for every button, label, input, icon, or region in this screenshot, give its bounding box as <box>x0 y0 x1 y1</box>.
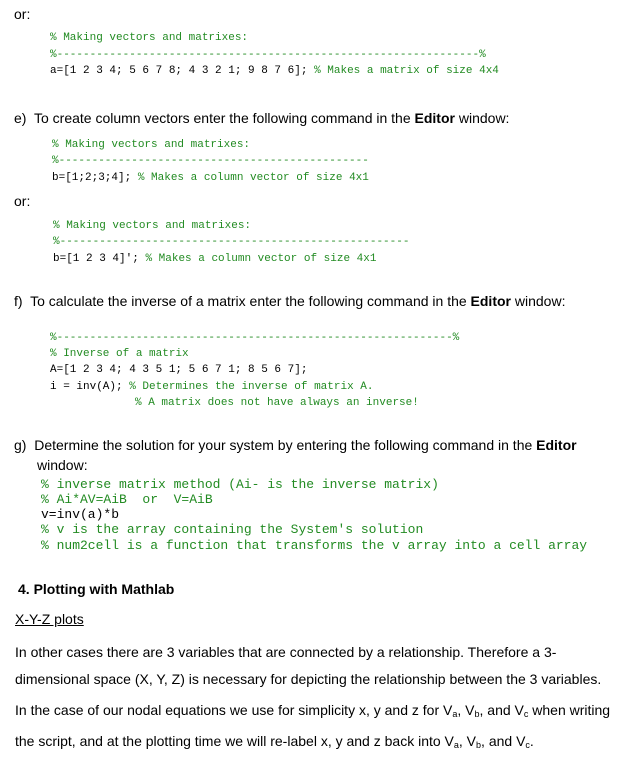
code-comment-making-vectors-2: % Making vectors and matrixes: <box>52 139 251 151</box>
code-g-line-1: % inverse matrix method (Ai- is the inverse matrix) <box>41 477 439 492</box>
code-cmd-comment: % Makes a column vector of size 4x1 <box>137 172 369 184</box>
code-cmd-comment: % Makes a matrix of size 4x4 <box>314 65 499 77</box>
para-text: , and V <box>479 702 524 718</box>
para-text: , V <box>458 733 477 749</box>
code-g-line-3: v=inv(a)*b <box>41 507 120 522</box>
para-text: In the case of our nodal equations we use for simplicity x, y and z for V <box>15 702 453 718</box>
code-g-line-2: % Ai*AV=AiB or V=AiB <box>41 492 213 507</box>
step-f-instruction <box>14 293 565 309</box>
code-comment-making-vectors-1: % Making vectors and matrixes: <box>50 32 249 44</box>
or-label-1: or: <box>14 6 31 22</box>
step-e-bold: Editor <box>414 110 455 126</box>
step-g-lead: Determine the solution for your system by entering the following command in the <box>34 437 537 453</box>
step-f-prefix: f) <box>14 293 23 309</box>
code-divider-3: %----------------------------------------------------- <box>53 236 410 248</box>
step-g-prefix: g) <box>14 437 27 453</box>
code-divider-4: %------------------------------------------------------------% <box>50 332 460 344</box>
code-cmd: i = inv(A); <box>50 381 123 393</box>
paragraph-nodal-equations <box>15 697 615 759</box>
step-g-bold: Editor <box>536 437 577 453</box>
code-line-matrix-A: A=[1 2 3 4; 4 3 5 1; 5 6 7 1; 8 5 6 7]; <box>50 364 308 376</box>
step-e-instruction <box>14 110 509 126</box>
subscript-b: b <box>474 709 480 719</box>
subscript-c: c <box>523 709 529 719</box>
step-e-prefix: e) <box>14 110 27 126</box>
section-heading: 4. Plotting with Mathlab <box>18 581 175 597</box>
code-comment-making-vectors-3: % Making vectors and matrixes: <box>53 220 252 232</box>
para-text: . <box>529 733 534 749</box>
code-g-line-5: % num2cell is a function that transforms the v array into a cell array <box>41 538 588 553</box>
code-divider-2: %----------------------------------------------- <box>52 155 369 167</box>
or-label-2: or: <box>14 193 31 209</box>
para-text: , V <box>457 702 475 718</box>
code-g-line-4: % v is the array containing the System's solution <box>41 522 424 537</box>
para-text: when writing the script, and at the plotting time we will re-label x, y and z back into V <box>15 702 611 749</box>
para-text: , and V <box>481 733 526 749</box>
code-cmd: a=[1 2 3 4; 5 6 7 8; 4 3 2 1; 9 8 7 6]; <box>50 65 308 77</box>
code-line-matrix-a <box>50 65 499 77</box>
code-cmd-comment: % Makes a column vector of size 4x1 <box>145 253 377 265</box>
code-line-inverse <box>50 381 373 393</box>
step-g-line2: window: <box>37 457 88 473</box>
step-f-lead: To calculate the inverse of a matrix enter the following command in the <box>30 293 471 309</box>
code-line-column-b-2 <box>53 253 376 265</box>
code-divider-1: %----------------------------------------------------------------% <box>50 49 486 61</box>
code-line-column-b-1 <box>52 172 369 184</box>
code-cmd-comment: % Determines the inverse of matrix A. <box>129 381 374 393</box>
step-f-bold: Editor <box>470 293 511 309</box>
code-comment-no-inverse: % A matrix does not have always an inverse! <box>135 397 419 409</box>
subscript-a: a <box>452 709 458 719</box>
section-subheading: X-Y-Z plots <box>15 611 84 627</box>
code-comment-inverse: % Inverse of a matrix <box>50 348 189 360</box>
paragraph-3d-space: In other cases there are 3 variables that are connected by a relationship. Therefore a 3-dimensional space (X, Y, Z) is necessary for depicting the relationship between the 3 variables. <box>15 644 602 687</box>
subscript-b: b <box>476 740 482 750</box>
step-e-tail: window: <box>454 110 510 126</box>
step-e-lead: To create column vectors enter the following command in the <box>33 110 415 126</box>
code-cmd: b=[1 2 3 4]'; <box>53 253 139 265</box>
step-g-instruction <box>14 437 577 453</box>
code-cmd: b=[1;2;3;4]; <box>52 172 132 184</box>
step-f-tail: window: <box>511 293 566 309</box>
subscript-a: a <box>453 740 459 750</box>
subscript-c: c <box>525 740 530 750</box>
